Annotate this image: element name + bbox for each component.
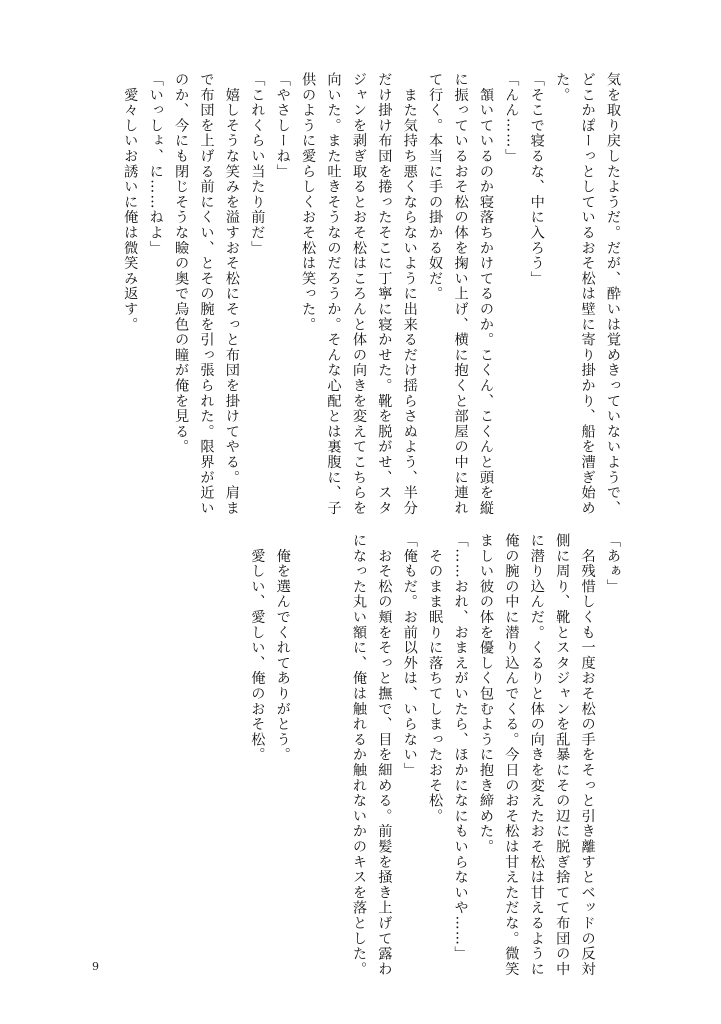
text-line: 「いっしょ、に……ねよ」 [147,72,164,256]
text-line: た。 [554,72,571,103]
text-line [295,533,320,963]
text-line: 「あぁ」 [605,533,621,595]
text-line: ジャンを剥ぎ取るとおそ松はころんと体の向きを変えてこちらを [350,72,367,516]
text-line: 俺を選んでくれてありがとう。 [274,533,291,763]
text-line: に振っているおそ松の体を掬い上げ、横に抱くと部屋の中に連れ [452,72,469,516]
text-line: 「これくらい当たり前だ」 [249,72,266,256]
text-line: て行く。本当に手の掛かる奴だ。 [427,72,444,302]
text-line: 「そこで寝るな、中に入ろう」 [528,72,545,287]
text-line: に潜り込んだ。くるりと体の向きを変えたおそ松は甘えるように [528,533,545,977]
text-line: また気持ち悪くならないように出来るだけ揺らさぬよう、半分 [401,72,418,516]
text-line: おそ松の頬をそっと撫で、目を細める。前髪を掻き上げて露わ [376,533,393,977]
text-line: 頷いているのか寝落ちかけてるのか。こくん、こくんと頭を縦 [477,72,494,516]
text-line: 側に周り、靴とスタジャンを乱暴にその辺に脱ぎ捨てて布団の中 [554,533,571,977]
text-line: で布団を上げる前にくい、とその腕を引っ張られた。限界が近い [198,72,215,516]
lower-text-block [244,533,625,977]
text-line: 愛々しいお誘いに俺は微笑み返す。 [122,72,139,333]
text-line: どこかぽーっとしているおそ松は壁に寄り掛かり、船を漕ぎ始め [579,72,596,516]
text-line: になった丸い額に、俺は触れるか触れないかのキスを落とした。 [350,533,367,977]
text-line [320,533,345,963]
text-line: 「んん……」 [503,72,520,164]
text-line: 気を取り戻したようだ。だが、酔いは覚めきっていないようで、 [605,72,621,516]
text-line: 「……おれ、おまえがいたら、ほかになにもいらないや……」 [452,533,469,962]
text-line: だけ掛け布団を捲ったそこに丁寧に寝かせた。靴を脱がせ、スタ [376,72,393,516]
text-line: そのまま眠りに落ちてしまったおそ松。 [427,533,444,824]
text-line: 愛しい、愛しい、俺のおそ松。 [249,533,266,763]
text-line: 「やさしーね」 [274,72,291,180]
text-line: 俺の腕の中に潜り込んでくる。今日のおそ松は甘えただな。微笑 [503,533,520,977]
text-line: のか、今にも閉じそうな瞼の奥で烏色の瞳が俺を見る。 [173,72,190,455]
text-line: 供のように愛らしくおそ松は笑った。 [300,72,317,333]
text-line: 「俺もだ。お前以外は、いらない」 [401,533,418,778]
upper-text-block [117,72,625,516]
text-line: 嬉しそうな笑みを溢すおそ松にそっと布団を掛けてやる。肩ま [223,72,240,516]
text-line: 向いた。また吐きそうなのだろうか。そんな心配とは裏腹に、子 [325,72,342,516]
text-line: 名残惜しくも一度おそ松の手をそっと引き離すとベッドの反対 [579,533,596,977]
text-line: ましい彼の体を優しく包むように抱き締めた。 [477,533,494,855]
page-number: 9 [92,960,99,973]
